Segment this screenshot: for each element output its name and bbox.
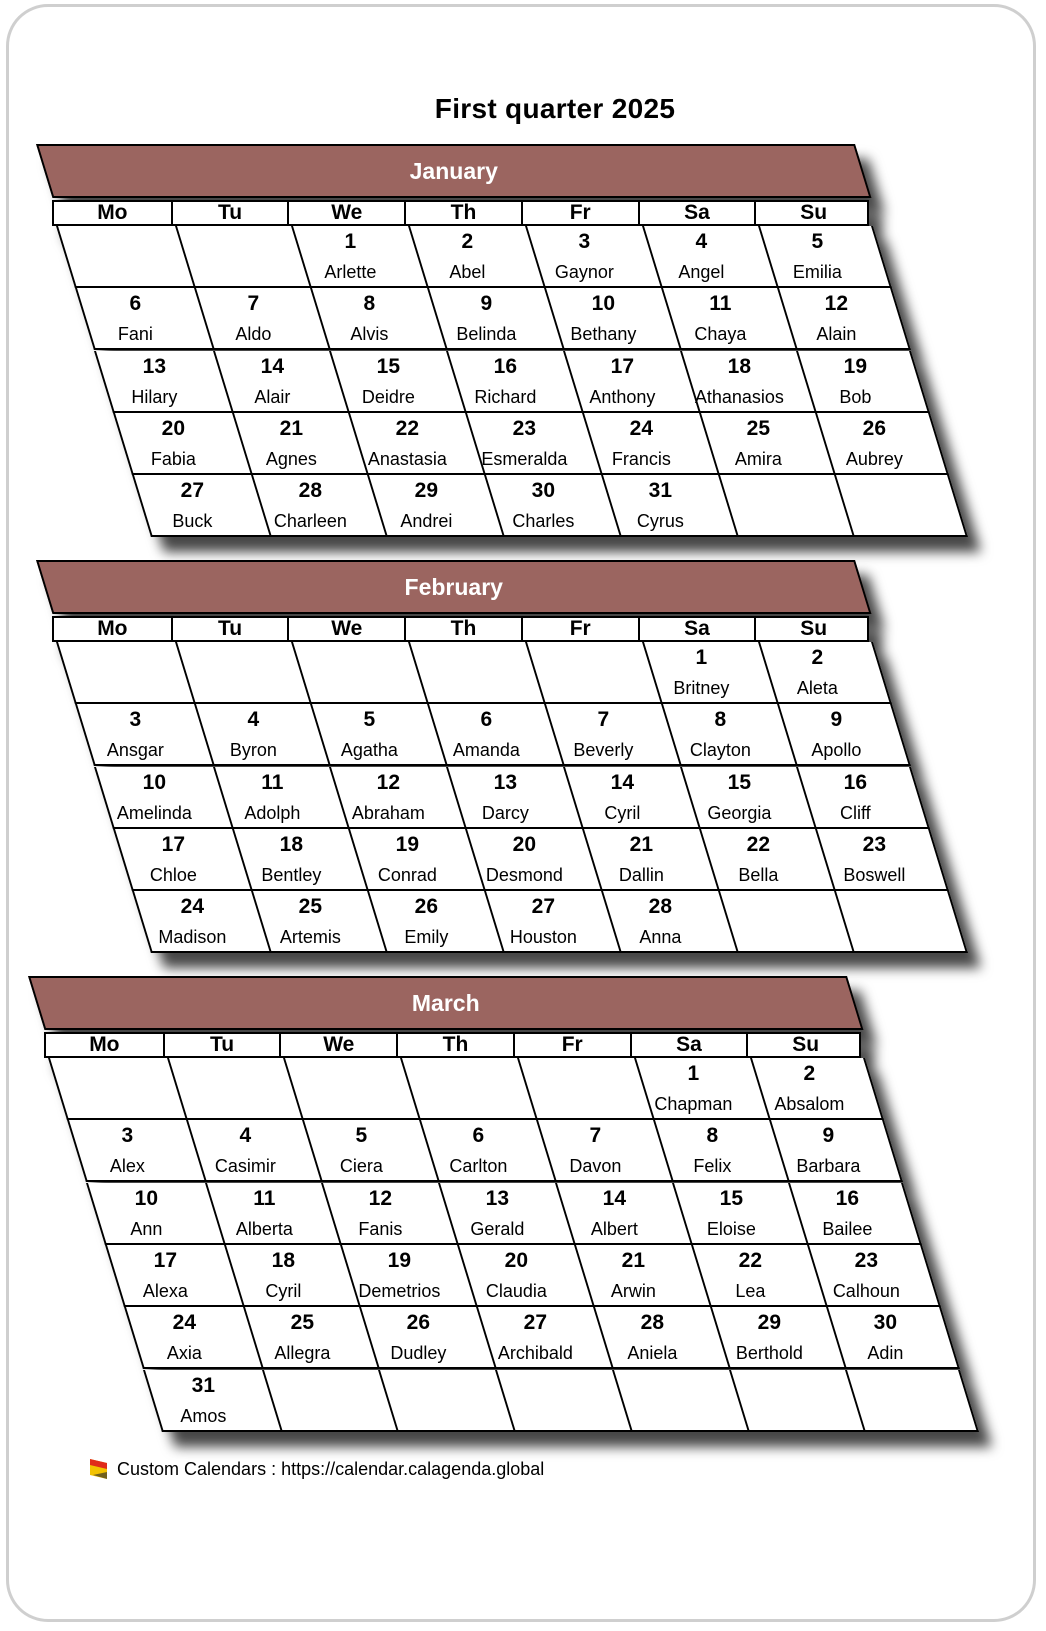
name-day-label: Apollo xyxy=(811,740,862,761)
day-number: 16 xyxy=(493,354,518,378)
name-day-label: Anna xyxy=(639,927,682,948)
name-day-label: Aleta xyxy=(797,678,839,698)
name-day-label: Francis xyxy=(611,448,671,469)
name-day-label: Alberta xyxy=(235,1218,293,1239)
day-number: 8 xyxy=(714,708,726,732)
day-number: 12 xyxy=(825,292,849,316)
empty-day-cell xyxy=(612,1370,747,1430)
day-number: 24 xyxy=(180,895,205,919)
day-number: 5 xyxy=(811,230,824,253)
weekday-tu: Tu xyxy=(171,202,288,224)
day-number: 28 xyxy=(298,479,322,503)
day-number: 11 xyxy=(253,1186,276,1210)
name-day-label: Dallin xyxy=(618,864,664,885)
weekday-su: Su xyxy=(746,1034,863,1056)
day-number: 3 xyxy=(121,1124,134,1148)
empty-day-cell xyxy=(729,1370,864,1430)
day-number: 5 xyxy=(355,1124,368,1148)
name-day-label: Desmond xyxy=(486,864,564,885)
name-day-label: Alair xyxy=(254,386,291,407)
name-day-label: Houston xyxy=(510,927,578,948)
name-day-label: Fanis xyxy=(358,1218,403,1239)
name-day-label: Claudia xyxy=(486,1280,548,1301)
name-day-label: Bentley xyxy=(261,864,322,885)
day-number: 2 xyxy=(803,1062,816,1085)
day-cell xyxy=(807,1245,942,1305)
empty-day-cell xyxy=(408,642,543,702)
day-number: 12 xyxy=(377,770,401,794)
month-name: February xyxy=(404,573,503,600)
day-cell xyxy=(601,891,736,951)
day-cell xyxy=(815,829,950,889)
day-number: 21 xyxy=(621,1248,646,1272)
day-number: 5 xyxy=(363,708,376,732)
day-number: 7 xyxy=(589,1124,602,1148)
name-day-label: Cyrus xyxy=(636,511,684,532)
day-number: 20 xyxy=(161,416,186,440)
day-number: 26 xyxy=(415,895,439,919)
name-day-label: Alvis xyxy=(350,324,389,345)
name-day-label: Richard xyxy=(474,386,537,407)
name-day-label: Aniela xyxy=(627,1343,678,1364)
name-day-label: Bethany xyxy=(570,324,637,345)
day-number: 23 xyxy=(855,1248,879,1272)
day-number: 26 xyxy=(863,416,887,440)
month-header xyxy=(28,976,864,1030)
name-day-label: Gerald xyxy=(470,1218,525,1239)
day-number: 2 xyxy=(461,230,474,253)
name-day-label: Calhoun xyxy=(833,1280,901,1301)
day-cell xyxy=(758,642,893,702)
name-day-label: Arlette xyxy=(324,262,377,282)
day-number: 13 xyxy=(142,354,167,378)
footer xyxy=(90,1455,544,1483)
day-number: 16 xyxy=(836,1186,860,1210)
week-row xyxy=(94,351,930,413)
day-number: 22 xyxy=(738,1248,762,1272)
weekday-fr: Fr xyxy=(521,618,638,640)
day-number: 6 xyxy=(472,1124,485,1148)
name-day-label: Emily xyxy=(405,927,450,948)
month-name: January xyxy=(409,157,498,184)
name-day-label: Demetrios xyxy=(358,1280,441,1301)
day-cell xyxy=(145,1370,280,1430)
week-row xyxy=(56,642,892,704)
week-row xyxy=(75,704,911,766)
day-number: 25 xyxy=(290,1311,314,1335)
day-number: 26 xyxy=(407,1311,431,1335)
name-day-label: Deidre xyxy=(362,386,416,407)
day-number: 12 xyxy=(369,1186,393,1210)
day-number: 23 xyxy=(513,416,537,440)
weekday-sa: Sa xyxy=(638,202,755,224)
month-header xyxy=(36,144,872,198)
weekday-sa: Sa xyxy=(630,1034,747,1056)
day-number: 24 xyxy=(629,416,654,440)
name-day-label: Boswell xyxy=(843,864,906,885)
day-number: 3 xyxy=(578,230,591,253)
weekday-we: We xyxy=(287,202,404,224)
day-number: 6 xyxy=(480,708,493,732)
name-day-label: Chapman xyxy=(653,1094,732,1114)
day-number: 21 xyxy=(279,416,303,440)
day-number: 22 xyxy=(746,832,770,856)
weekday-tu: Tu xyxy=(171,618,288,640)
name-day-label: Anastasia xyxy=(368,448,448,469)
name-day-label: Ciera xyxy=(340,1156,384,1177)
day-number: 18 xyxy=(279,832,303,856)
name-day-label: Belinda xyxy=(456,324,517,345)
weekday-mo: Mo xyxy=(97,201,128,224)
day-number: 23 xyxy=(863,832,887,856)
day-number: 2 xyxy=(811,646,824,669)
weekday-we: We xyxy=(279,1034,396,1056)
weekday-th: Th xyxy=(396,1034,513,1056)
weekday-mo: Mo xyxy=(89,1033,120,1056)
day-number: 8 xyxy=(363,292,376,316)
week-row xyxy=(86,1183,922,1245)
day-number: 11 xyxy=(261,770,284,794)
weekday-mo: Mo xyxy=(97,617,128,640)
weekday-su: Su xyxy=(754,202,871,224)
weekday-sa: Sa xyxy=(638,618,755,640)
day-cell xyxy=(769,1120,904,1180)
day-number: 17 xyxy=(153,1248,178,1272)
name-day-label: Madison xyxy=(158,927,227,948)
name-day-label: Alex xyxy=(109,1156,145,1177)
empty-day-cell xyxy=(400,1058,535,1118)
day-number: 20 xyxy=(513,832,537,856)
day-cell xyxy=(815,413,950,473)
name-day-label: Cyril xyxy=(604,802,641,823)
name-day-label: Chloe xyxy=(150,864,198,885)
day-number: 13 xyxy=(493,770,518,794)
empty-day-cell xyxy=(835,891,970,951)
name-day-label: Byron xyxy=(229,740,277,761)
day-cell xyxy=(601,475,736,535)
day-number: 27 xyxy=(524,1311,548,1335)
day-number: 14 xyxy=(602,1186,626,1210)
name-day-label: Bailee xyxy=(822,1218,873,1239)
name-day-label: Georgia xyxy=(707,802,772,823)
name-day-label: Beverly xyxy=(573,740,634,761)
day-number: 27 xyxy=(180,479,205,503)
name-day-label: Felix xyxy=(692,1156,731,1177)
empty-day-cell xyxy=(291,642,426,702)
name-day-label: Clayton xyxy=(689,740,751,761)
name-day-label: Cliff xyxy=(840,802,872,823)
week-row xyxy=(143,1370,979,1432)
week-row xyxy=(132,475,968,537)
day-number: 24 xyxy=(172,1311,197,1335)
day-cell xyxy=(827,1307,962,1367)
calendar-logo-icon xyxy=(90,1459,107,1479)
name-day-label: Dudley xyxy=(391,1343,448,1364)
day-number: 1 xyxy=(695,646,707,669)
empty-day-cell xyxy=(495,1370,630,1430)
day-number: 16 xyxy=(844,770,868,794)
weekday-su: Su xyxy=(754,618,871,640)
name-day-label: Amelinda xyxy=(116,802,192,823)
name-day-label: Angel xyxy=(677,262,724,282)
name-day-label: Darcy xyxy=(482,802,530,823)
day-number: 4 xyxy=(239,1124,251,1148)
day-number: 17 xyxy=(610,354,634,378)
day-number: 25 xyxy=(746,416,770,440)
day-number: 19 xyxy=(844,354,868,378)
name-day-label: Britney xyxy=(672,678,729,698)
empty-day-cell xyxy=(175,642,310,702)
week-row xyxy=(113,829,949,891)
day-number: 18 xyxy=(271,1248,295,1272)
name-day-label: Athanasios xyxy=(694,386,784,407)
day-number: 4 xyxy=(247,708,259,732)
day-number: 4 xyxy=(695,230,707,253)
empty-day-cell xyxy=(262,1370,397,1430)
name-day-label: Abraham xyxy=(352,802,426,823)
week-row xyxy=(113,413,949,475)
name-day-label: Ansgar xyxy=(106,740,164,761)
weekday-header-row xyxy=(52,616,869,642)
name-day-label: Berthold xyxy=(735,1343,803,1364)
day-number: 19 xyxy=(388,1248,412,1272)
empty-day-cell xyxy=(846,1370,981,1430)
name-day-label: Charles xyxy=(512,511,575,532)
name-day-label: Bella xyxy=(738,864,779,885)
day-cell xyxy=(796,351,931,411)
day-number: 28 xyxy=(640,1311,665,1335)
weekday-header-row xyxy=(44,1032,861,1058)
empty-day-cell xyxy=(283,1058,418,1118)
day-number: 22 xyxy=(396,416,420,440)
empty-day-cell xyxy=(50,1058,185,1118)
day-cell xyxy=(788,1183,923,1243)
name-day-label: Alain xyxy=(816,324,857,345)
week-row xyxy=(94,767,930,829)
day-number: 14 xyxy=(260,354,284,378)
name-day-label: Abel xyxy=(449,262,486,282)
empty-day-cell xyxy=(835,475,970,535)
weekday-we: We xyxy=(287,618,404,640)
day-number: 15 xyxy=(377,354,401,378)
day-number: 8 xyxy=(706,1124,718,1148)
name-day-label: Artemis xyxy=(279,927,341,948)
name-day-label: Agatha xyxy=(341,740,399,761)
name-day-label: Adolph xyxy=(244,802,301,823)
page-title: First quarter 2025 xyxy=(434,93,676,124)
day-number: 30 xyxy=(874,1311,898,1335)
weekday-th: Th xyxy=(404,618,521,640)
day-number: 31 xyxy=(191,1373,216,1397)
name-day-label: Barbara xyxy=(796,1156,861,1177)
day-cell xyxy=(777,704,912,764)
empty-day-cell xyxy=(58,642,193,702)
day-number: 14 xyxy=(610,770,634,794)
day-number: 29 xyxy=(757,1311,781,1335)
day-cell xyxy=(750,1058,885,1118)
name-day-label: Amanda xyxy=(453,740,521,761)
name-day-label: Allegra xyxy=(274,1343,331,1364)
day-number: 3 xyxy=(129,708,142,732)
day-number: 17 xyxy=(161,832,186,856)
name-day-label: Emilia xyxy=(793,262,843,282)
name-day-label: Absalom xyxy=(774,1094,845,1114)
name-day-label: Conrad xyxy=(378,864,438,885)
name-day-label: Hilary xyxy=(131,386,178,407)
name-day-label: Aubrey xyxy=(846,448,904,469)
day-number: 28 xyxy=(648,895,673,919)
name-day-label: Fani xyxy=(117,324,153,345)
week-row xyxy=(132,891,968,953)
weekday-header-row xyxy=(52,200,869,226)
day-number: 10 xyxy=(142,770,167,794)
name-day-label: Adin xyxy=(867,1343,904,1364)
day-number: 13 xyxy=(485,1186,510,1210)
weekday-fr: Fr xyxy=(521,202,638,224)
day-number: 10 xyxy=(134,1186,159,1210)
day-number: 21 xyxy=(629,832,654,856)
day-number: 30 xyxy=(532,479,556,503)
day-number: 18 xyxy=(727,354,751,378)
name-day-label: Lea xyxy=(735,1280,766,1301)
empty-day-cell xyxy=(718,475,853,535)
day-cell xyxy=(796,767,931,827)
day-number: 25 xyxy=(298,895,322,919)
day-number: 1 xyxy=(687,1062,699,1085)
week-row xyxy=(56,226,892,288)
footer-text: Custom Calendars : https://calendar.calagenda.global xyxy=(117,1458,545,1479)
name-day-label: Fabia xyxy=(151,448,197,469)
weekday-th: Th xyxy=(404,202,521,224)
day-number: 19 xyxy=(396,832,420,856)
day-number: 15 xyxy=(727,770,751,794)
day-number: 20 xyxy=(505,1248,529,1272)
day-number: 9 xyxy=(480,292,493,316)
name-day-label: Davon xyxy=(569,1156,622,1177)
day-number: 27 xyxy=(532,895,556,919)
weekday-fr: Fr xyxy=(513,1034,630,1056)
day-number: 29 xyxy=(415,479,439,503)
day-number: 15 xyxy=(719,1186,743,1210)
name-day-label: Alexa xyxy=(143,1280,189,1301)
day-cell xyxy=(758,226,893,286)
name-day-label: Amos xyxy=(180,1405,227,1426)
week-row xyxy=(67,1120,903,1182)
name-day-label: Ann xyxy=(130,1218,163,1239)
name-day-label: Esmeralda xyxy=(481,448,568,469)
week-row xyxy=(124,1307,960,1369)
day-number: 10 xyxy=(591,292,615,316)
name-day-label: Aldo xyxy=(235,324,272,345)
name-day-label: Gaynor xyxy=(554,262,614,282)
day-number: 31 xyxy=(648,479,673,503)
month-name: March xyxy=(411,989,480,1016)
day-number: 6 xyxy=(129,292,142,316)
name-day-label: Cyril xyxy=(265,1280,302,1301)
name-day-label: Chaya xyxy=(693,324,746,345)
name-day-label: Bob xyxy=(839,386,872,407)
weekday-tu: Tu xyxy=(163,1034,280,1056)
empty-day-cell xyxy=(167,1058,302,1118)
name-day-label: Charleen xyxy=(273,511,347,532)
empty-day-cell xyxy=(718,891,853,951)
name-day-label: Andrei xyxy=(401,511,454,532)
day-number: 7 xyxy=(247,292,259,316)
name-day-label: Archibald xyxy=(498,1343,574,1364)
empty-day-cell xyxy=(379,1370,514,1430)
name-day-label: Casimir xyxy=(214,1156,276,1177)
name-day-label: Arwin xyxy=(610,1280,656,1301)
day-cell xyxy=(777,288,912,348)
day-number: 1 xyxy=(344,230,357,253)
day-number: 9 xyxy=(830,708,843,732)
name-day-label: Amira xyxy=(734,448,782,469)
name-day-label: Buck xyxy=(172,511,213,532)
week-row xyxy=(105,1245,941,1307)
name-day-label: Axia xyxy=(167,1343,203,1364)
week-row xyxy=(48,1058,884,1120)
empty-day-cell xyxy=(58,226,193,286)
day-number: 11 xyxy=(708,292,732,316)
name-day-label: Agnes xyxy=(265,448,317,469)
month-header xyxy=(36,560,872,614)
name-day-label: Anthony xyxy=(589,386,656,407)
day-number: 9 xyxy=(822,1124,835,1148)
name-day-label: Albert xyxy=(590,1218,638,1239)
week-row xyxy=(75,288,911,350)
name-day-label: Carlton xyxy=(449,1156,508,1177)
day-number: 7 xyxy=(597,708,610,732)
name-day-label: Eloise xyxy=(706,1218,756,1239)
